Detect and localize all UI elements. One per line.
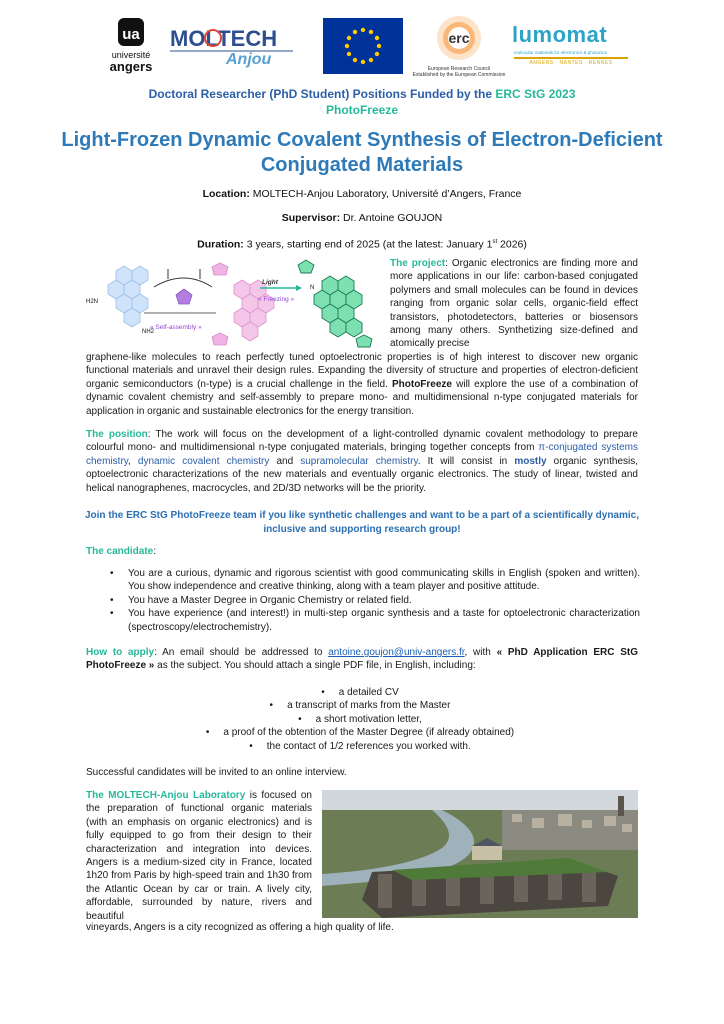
duration-label: Duration:	[197, 238, 244, 251]
logo-bar	[0, 10, 724, 76]
page-title: Light-Frozen Dynamic Covalent Synthesis of Electron-Deficient Conjugated Materials	[61, 129, 663, 176]
moltech-logo-sub: Anjou	[226, 51, 272, 68]
email-link[interactable]: antoine.goujon@univ-angers.fr	[328, 647, 465, 658]
lab-label: The MOLTECH-Anjou Laboratory	[86, 790, 246, 801]
pi-conjugated-link: π-conjugated systems chemistry	[86, 442, 639, 467]
list-item: • a detailed CV	[160, 686, 560, 699]
erc-highlight: ERC StG 2023	[495, 87, 576, 101]
project-paragraph-bottom: graphene-like molecules to reach perfectly tuned optoelectronic properties is of high interest to discover new organic functional materials and unravel their design rules. Expanding the diversity of structure and properties of electron-deficient organic semiconductors (n-type) is a crucial challenge in the field. PhotoFreeze will explore the use of a combination of dynamic covalent chemistry and self-assembly to prepare mono- and multidimensional n-type conjugated materials for application in organic and sustainable electronics for the energy transition.	[86, 352, 638, 417]
position-header-text: Doctoral Researcher (PhD Student) Positions Funded by the	[148, 87, 496, 101]
freezing-label: « Freezing »	[258, 296, 295, 303]
join-call-to-action: Join the ERC StG PhotoFreeze team if you like synthetic challenges and want to be a part of a scientifically dynamic, inclusive and supporting research group!	[84, 510, 640, 535]
position-label: The position	[86, 429, 148, 440]
position-header	[40, 86, 684, 118]
lumomat-logo-text: lumomat	[512, 22, 608, 47]
list-item: • a short motivation letter,	[160, 713, 560, 726]
list-item: • a transcript of marks from the Master	[160, 699, 560, 712]
candidate-heading: The candidate:	[86, 546, 157, 557]
application-documents-list	[160, 686, 560, 753]
supervisor-line	[40, 211, 684, 225]
light-label: Light	[262, 279, 278, 286]
cathedral-spire-icon	[618, 796, 624, 816]
location-value: MOLTECH-Anjou Laboratory, Université d’Angers, France	[249, 188, 522, 200]
apply-label: How to apply	[86, 647, 155, 658]
eu-stars-icon	[323, 18, 403, 74]
moltech-logo-text: MOLTECH	[170, 26, 278, 51]
apply-paragraph: How to apply: An email should be addressed to antoine.goujon@univ-angers.fr, with « PhD Application ERC StG PhotoFreeze » as the subject. You should attach a single PDF file, in English, including:	[86, 647, 638, 672]
equilibrium-arrows-icon	[154, 278, 212, 287]
project-text-end: will explore the use of a combination of dynamic covalent chemistry and self-assembly to prepare mono- and multidimensional n-type conjugated materials for application in organic and sustainable electronics for the energy transition.	[86, 378, 638, 417]
lumomat-cities: ANGERS · NANTES · RENNES	[529, 60, 613, 66]
lab-paragraph-top	[86, 789, 312, 923]
list-item: • You have a Master Degree in Organic Chemistry or related field.	[110, 594, 640, 607]
list-item: • You are a curious, dynamic and rigorous scientist with good communicating skills in English (spoken and written). You show independence and creative thinking, along with a team player and positive attitude.	[110, 567, 640, 594]
dialdehyde-core-icon	[176, 289, 192, 304]
candidate-list	[110, 567, 640, 634]
location-label: Location:	[202, 188, 250, 200]
lumomat-logo	[512, 20, 630, 76]
location-line	[40, 187, 684, 201]
ua-top-text: université	[111, 50, 151, 60]
nanographene-product-icon	[314, 276, 362, 337]
candidate-label: The candidate	[86, 546, 154, 557]
svg-text:ua: ua	[122, 26, 140, 43]
list-item: • the contact of 1/2 references you worked with.	[160, 740, 560, 753]
list-item: • You have experience (and interest!) in multi-step organic synthesis and a taste for optoelectronic characterization (spectroscopy/electrochemistry).	[110, 607, 640, 634]
lab-text: is focused on the preparation of functional organic materials (with an emphasis on organic electronics) and is fully equipped to go from their design to their characterization and integration into devices. Angers is a medium-sized city in France, located 1h20 from Paris by high-speed train and 1h30 from the Atlantic Ocean by car or train. A lively city, affordable, surrounded by nature, rivers and beautiful	[86, 790, 312, 922]
lab-paragraph-bottom: vineyards, Angers is a city recognized as offering a high quality of life.	[86, 922, 394, 933]
interview-note: Successful candidates will be invited to an online interview.	[86, 767, 347, 778]
erc-logo	[412, 10, 506, 80]
project-name: PhotoFreeze	[325, 103, 398, 117]
ua-bottom-text: angers	[109, 59, 153, 74]
universite-angers-logo	[100, 14, 162, 76]
erc-established: Established by the European Commission	[412, 72, 506, 78]
project-text: : Organic electronics are finding more and more applications in our life: carbon-based conjugated polymers and small molecules can be found in devices ranging from organic solar cells, organic-field effect transistors, photodetectors, batteries or biosensors among many others. Synthetizing size-defined and atomically precise	[390, 258, 638, 350]
supramolecular-link: supramolecular chemistry	[300, 455, 418, 467]
email-subject: « PhD Application ERC StG PhotoFreeze »	[86, 647, 638, 672]
position-paragraph: The position: The work will focus on the development of a light-controlled dynamic covalent methodology to prepare colourful mono- and multidimensional n-type conjugated materials, bringing together concepts from π-conjugated systems chemistry, dynamic covalent chemistry and supramolecular chemistry. It will consist in mostly organic synthesis, optoelectronic characterizations of the new materials and eventually organic electronics. The study of linear, twisted and helical nanographenes, macrocycles, and 2D/3D networks will be the priority.	[86, 429, 639, 494]
list-item: • a proof of the obtention of the Master Degree (if already obtained)	[160, 726, 560, 739]
supervisor-label: Supervisor:	[281, 212, 341, 224]
duration-value-end: 2026)	[497, 238, 527, 251]
amine-label: H2N	[86, 299, 99, 305]
position-text: : The work will focus on the development of a light-controlled dynamic covalent methodology to prepare colourful mono- and multidimensional n-type conjugated materials, bringing together concepts from	[86, 429, 638, 454]
dynamic-covalent-link: dynamic covalent chemistry	[137, 455, 270, 467]
supervisor-value: Dr. Antoine GOUJON	[340, 212, 443, 224]
amine-label-2: NH2	[142, 329, 155, 335]
angers-castle-photo	[322, 790, 638, 918]
project-paragraph-top	[390, 257, 638, 351]
moltech-anjou-logo	[168, 24, 296, 74]
duration-sup: st	[492, 239, 498, 245]
position-text-end: organic synthesis, optoelectronic characterizations of the new materials and eventually organic electronics. The study of linear, twisted and helical nanographenes, macrocycles, and 2D/3D networks will be the priority.	[86, 455, 639, 494]
reaction-scheme-figure	[84, 257, 380, 354]
light-arrow-icon	[296, 285, 302, 291]
project-bold: PhotoFreeze	[391, 378, 452, 390]
duration-line	[40, 235, 684, 252]
eu-flag-logo	[323, 18, 403, 74]
erc-name: European Research Council	[427, 66, 491, 72]
mostly-emphasis: mostly	[514, 455, 547, 467]
project-label: The project	[390, 258, 446, 269]
n-label: N	[310, 285, 315, 291]
lumomat-logo-sub: molecular materials for electronics & photonics	[514, 50, 608, 55]
ua-mark-icon	[100, 14, 162, 50]
duration-value: 3 years, starting end of 2025 (at the latest: January 1	[243, 238, 493, 251]
erc-label: erc	[448, 30, 470, 46]
self-assembly-label: « Self-assembly »	[150, 324, 202, 331]
